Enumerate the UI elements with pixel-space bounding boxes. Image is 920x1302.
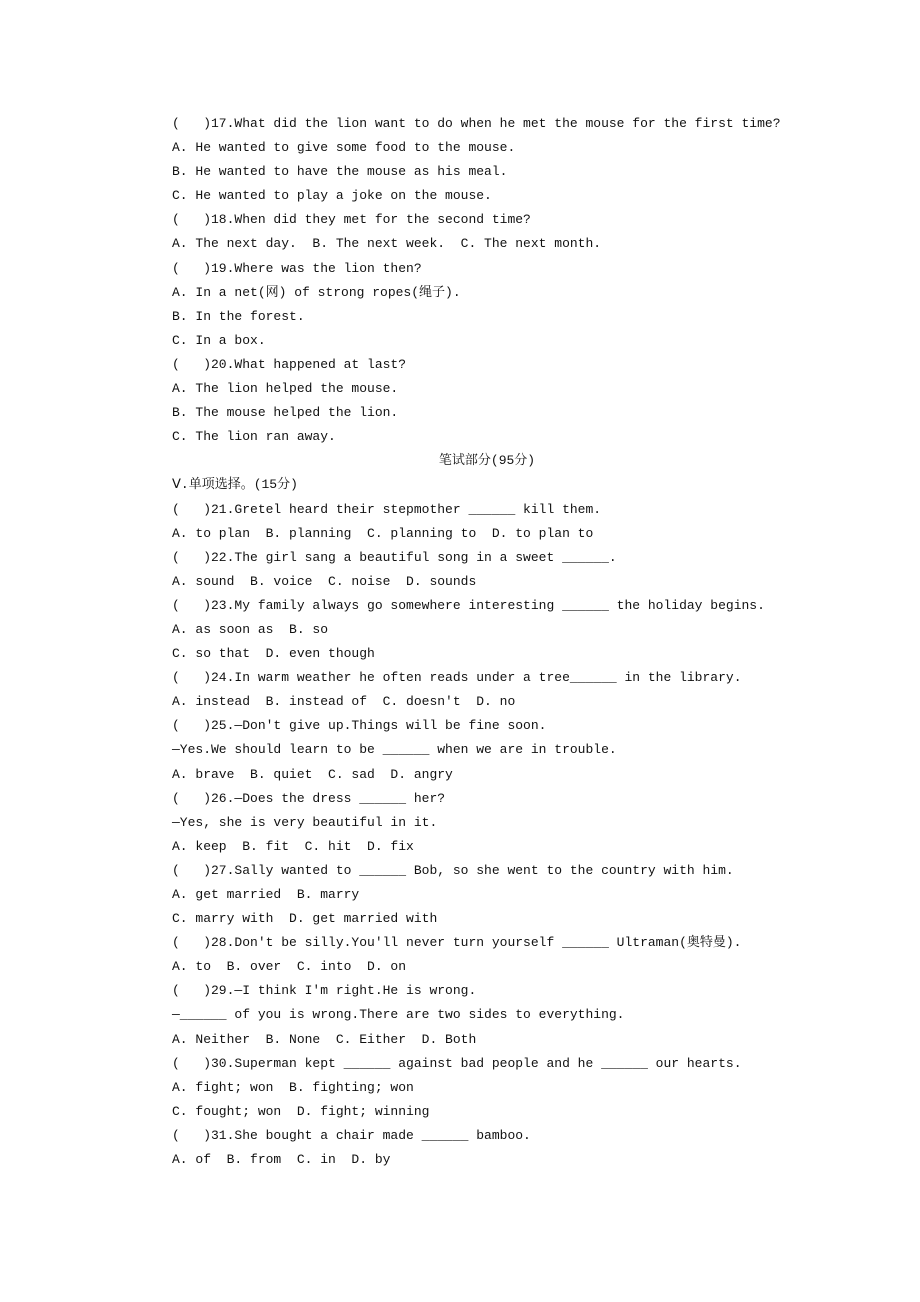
option-line: A. to B. over C. into D. on — [172, 959, 407, 975]
dialogue-line: —Yes.We should learn to be ______ when we are in trouble. — [172, 742, 617, 758]
option-line: A. Neither B. None C. Either D. Both — [172, 1031, 477, 1047]
option-line: A. sound B. voice C. noise D. sounds — [172, 573, 477, 589]
section-heading: 笔试部分(95分) — [438, 453, 536, 469]
option-line: C. In a box. — [172, 332, 266, 348]
option-line: A. The lion helped the mouse. — [172, 381, 399, 397]
option-line: A. brave B. quiet C. sad D. angry — [172, 766, 453, 782]
question-line: ( )26.—Does the dress ______ her? — [172, 790, 446, 806]
option-line: A. to plan B. planning C. planning to D. to plan to — [172, 525, 594, 541]
question-line: ( )21.Gretel heard their stepmother ______ kill them. — [172, 501, 602, 517]
option-line: C. He wanted to play a joke on the mouse. — [172, 188, 492, 204]
exam-page — [172, 112, 792, 1172]
option-line: B. The mouse helped the lion. — [172, 405, 399, 421]
dialogue-line: —Yes, she is very beautiful in it. — [172, 814, 438, 830]
option-line: C. marry with D. get married with — [172, 911, 438, 927]
question-line: ( )31.She bought a chair made ______ bamboo. — [172, 1127, 531, 1143]
option-line: A. instead B. instead of C. doesn't D. no — [172, 694, 516, 710]
question-line: ( )27.Sally wanted to ______ Bob, so she went to the country with him. — [172, 862, 734, 878]
question-line: ( )19.Where was the lion then? — [172, 260, 422, 276]
option-line: B. He wanted to have the mouse as his meal. — [172, 164, 508, 180]
question-line: ( )22.The girl sang a beautiful song in a sweet ______. — [172, 549, 617, 565]
question-line: ( )17.What did the lion want to do when he met the mouse for the first time? — [172, 116, 781, 131]
question-line: ( )25.—Don't give up.Things will be fine soon. — [172, 718, 547, 734]
option-line: B. In the forest. — [172, 308, 305, 324]
option-line: C. fought; won D. fight; winning — [172, 1103, 430, 1119]
option-line: A. He wanted to give some food to the mouse. — [172, 140, 516, 156]
question-line: ( )29.—I think I'm right.He is wrong. — [172, 983, 477, 999]
option-line: C. so that D. even though — [172, 646, 375, 662]
option-line: A. of B. from C. in D. by — [172, 1152, 391, 1168]
option-line: A. The next day. B. The next week. C. The next month. — [172, 236, 602, 252]
question-line: ( )24.In warm weather he often reads under a tree______ in the library. — [172, 670, 742, 686]
section-title: Ⅴ.单项选择。(15分) — [172, 477, 298, 493]
dialogue-line: —______ of you is wrong.There are two sides to everything. — [172, 1007, 625, 1023]
option-line: A. keep B. fit C. hit D. fix — [172, 838, 414, 854]
option-line: A. fight; won B. fighting; won — [172, 1079, 414, 1095]
option-line: A. get married B. marry — [172, 887, 360, 902]
question-line: ( )30.Superman kept ______ against bad people and he ______ our hearts. — [172, 1055, 742, 1071]
question-line: ( )28.Don't be silly.You'll never turn yourself ______ Ultraman(奥特曼). — [172, 935, 742, 951]
question-line: ( )20.What happened at last? — [172, 356, 407, 372]
option-line: A. In a net(网) of strong ropes(绳子). — [172, 284, 461, 300]
question-line: ( )23.My family always go somewhere interesting ______ the holiday begins. — [172, 597, 765, 613]
option-line: C. The lion ran away. — [172, 429, 336, 445]
option-line: A. as soon as B. so — [172, 621, 329, 637]
question-line: ( )18.When did they met for the second time? — [172, 212, 531, 228]
